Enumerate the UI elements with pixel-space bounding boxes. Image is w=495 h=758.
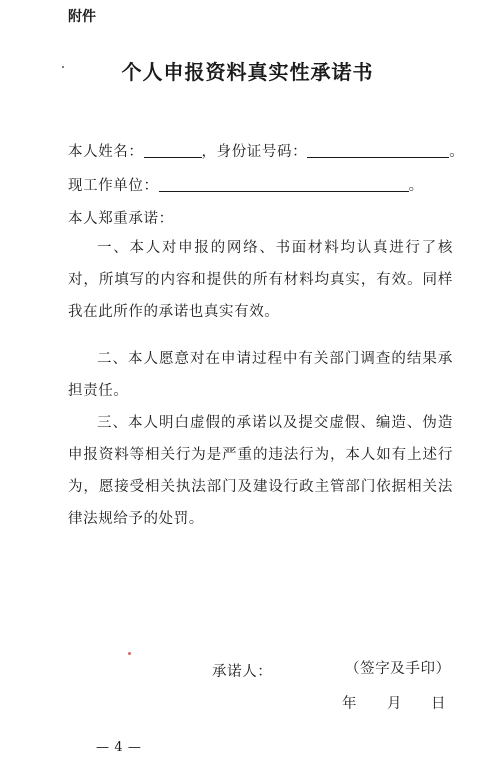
page-number: — 4 — (96, 740, 142, 755)
work-unit-label: 现工作单位： (68, 178, 159, 194)
date-year: 年 (342, 696, 358, 712)
id-number-blank (307, 143, 449, 158)
id-end: 。 (449, 144, 465, 160)
name-blank (144, 143, 202, 158)
commitment-paragraph-1: 一、本人对申报的网络、书面材料均认真进行了核对，所填写的内容和提供的所有材料均真实，有效。同样我在此所作的承诺也真实有效。 (68, 240, 453, 320)
name-label: 本人姓名： (68, 144, 144, 160)
id-label: ，身份证号码： (201, 144, 308, 160)
signatory-label: 承诺人： (212, 664, 273, 680)
date-day: 日 (431, 696, 447, 712)
commitment-paragraph-2: 二、本人愿意对在申请过程中有关部门调查的结果承担责任。 (68, 351, 453, 399)
work-unit-row (68, 174, 424, 195)
date-month: 月 (387, 696, 403, 712)
document-title: 个人申报资料真实性承诺书 (121, 60, 374, 84)
signature-note: （签字及手印） (345, 661, 451, 677)
commitment-intro: 本人郑重承诺： (68, 211, 174, 227)
name-id-row (68, 140, 464, 161)
scan-speck (62, 66, 64, 68)
commitment-paragraph-3: 三、本人明白虚假的承诺以及提交虚假、编造、伪造申报资料等相关行为是严重的违法行为，本人如有上述行为，愿接受相关执法部门及建设行政主管部门依据相关法律法规给予的处罚。 (68, 415, 453, 527)
work-unit-end: 。 (408, 178, 424, 194)
attachment-label: 附件 (68, 9, 96, 25)
scan-speck (128, 652, 131, 655)
work-unit-blank (159, 177, 409, 192)
